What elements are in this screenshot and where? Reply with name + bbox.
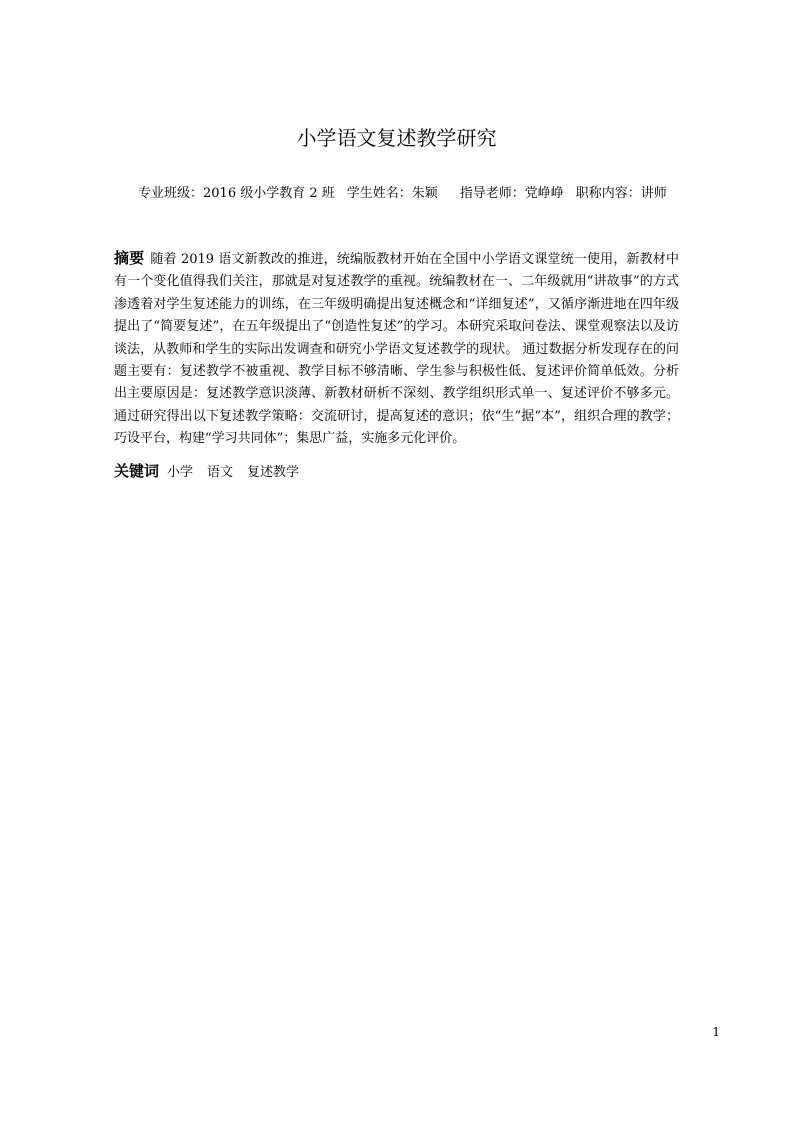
abstract-section	[114, 247, 679, 451]
paper-title: 小学语文复述教学研究	[296, 126, 497, 150]
advisor-title: 职称内容：讲师	[575, 186, 667, 201]
student-name: 学生姓名：朱颖	[346, 186, 438, 201]
keyword-item: 复述教学	[247, 465, 300, 480]
keyword-item: 小学	[167, 465, 194, 480]
advisor: 指导老师：党峥峥	[459, 186, 564, 201]
page-number: 1	[712, 1025, 720, 1039]
keywords-section	[114, 460, 679, 484]
keyword-item: 语文	[207, 465, 234, 480]
author-info	[138, 184, 698, 204]
abstract-text: 随着 2019 语文新教改的推进，统编版教材开始在全国中小学语文课堂统一使用，新教材中有一个变化值得我们关注，那就是对复述教学的重视。统编教材在一、二年级就用“讲故事”的方式渗透着对学生复述能力的训练，在三年级明确提出复述概念和“详细复述”，又循序渐进地在四年级提出了“简要复述”，在五年级提出了“创造性复述”的学习。本研究采取问卷法、课堂观察法以及访谈法，从教师和学生的实际出发调查和研究小学语文复述教学的现状。 通过数据分析发现存在的问题主要有：复述教学不被重视、教学目标不够清晰、学生参与积极性低、复述评价简单低效。分析出主要原因是：复述教学意识淡薄、新教材研析不深刻、教学组织形式单一、复述评价不够多元。通过研究得出以下复述教学策略：交流研讨，提高复述的意识；依“生”据“本”，组织合理的教学；巧设平台，构建“学习共同体”；集思广益，实施多元化评价。	[114, 252, 679, 447]
major-class: 专业班级：2016 级小学教育 2 班	[138, 186, 335, 201]
keywords-label: 关键词	[114, 462, 160, 480]
abstract-label: 摘要	[114, 249, 145, 267]
